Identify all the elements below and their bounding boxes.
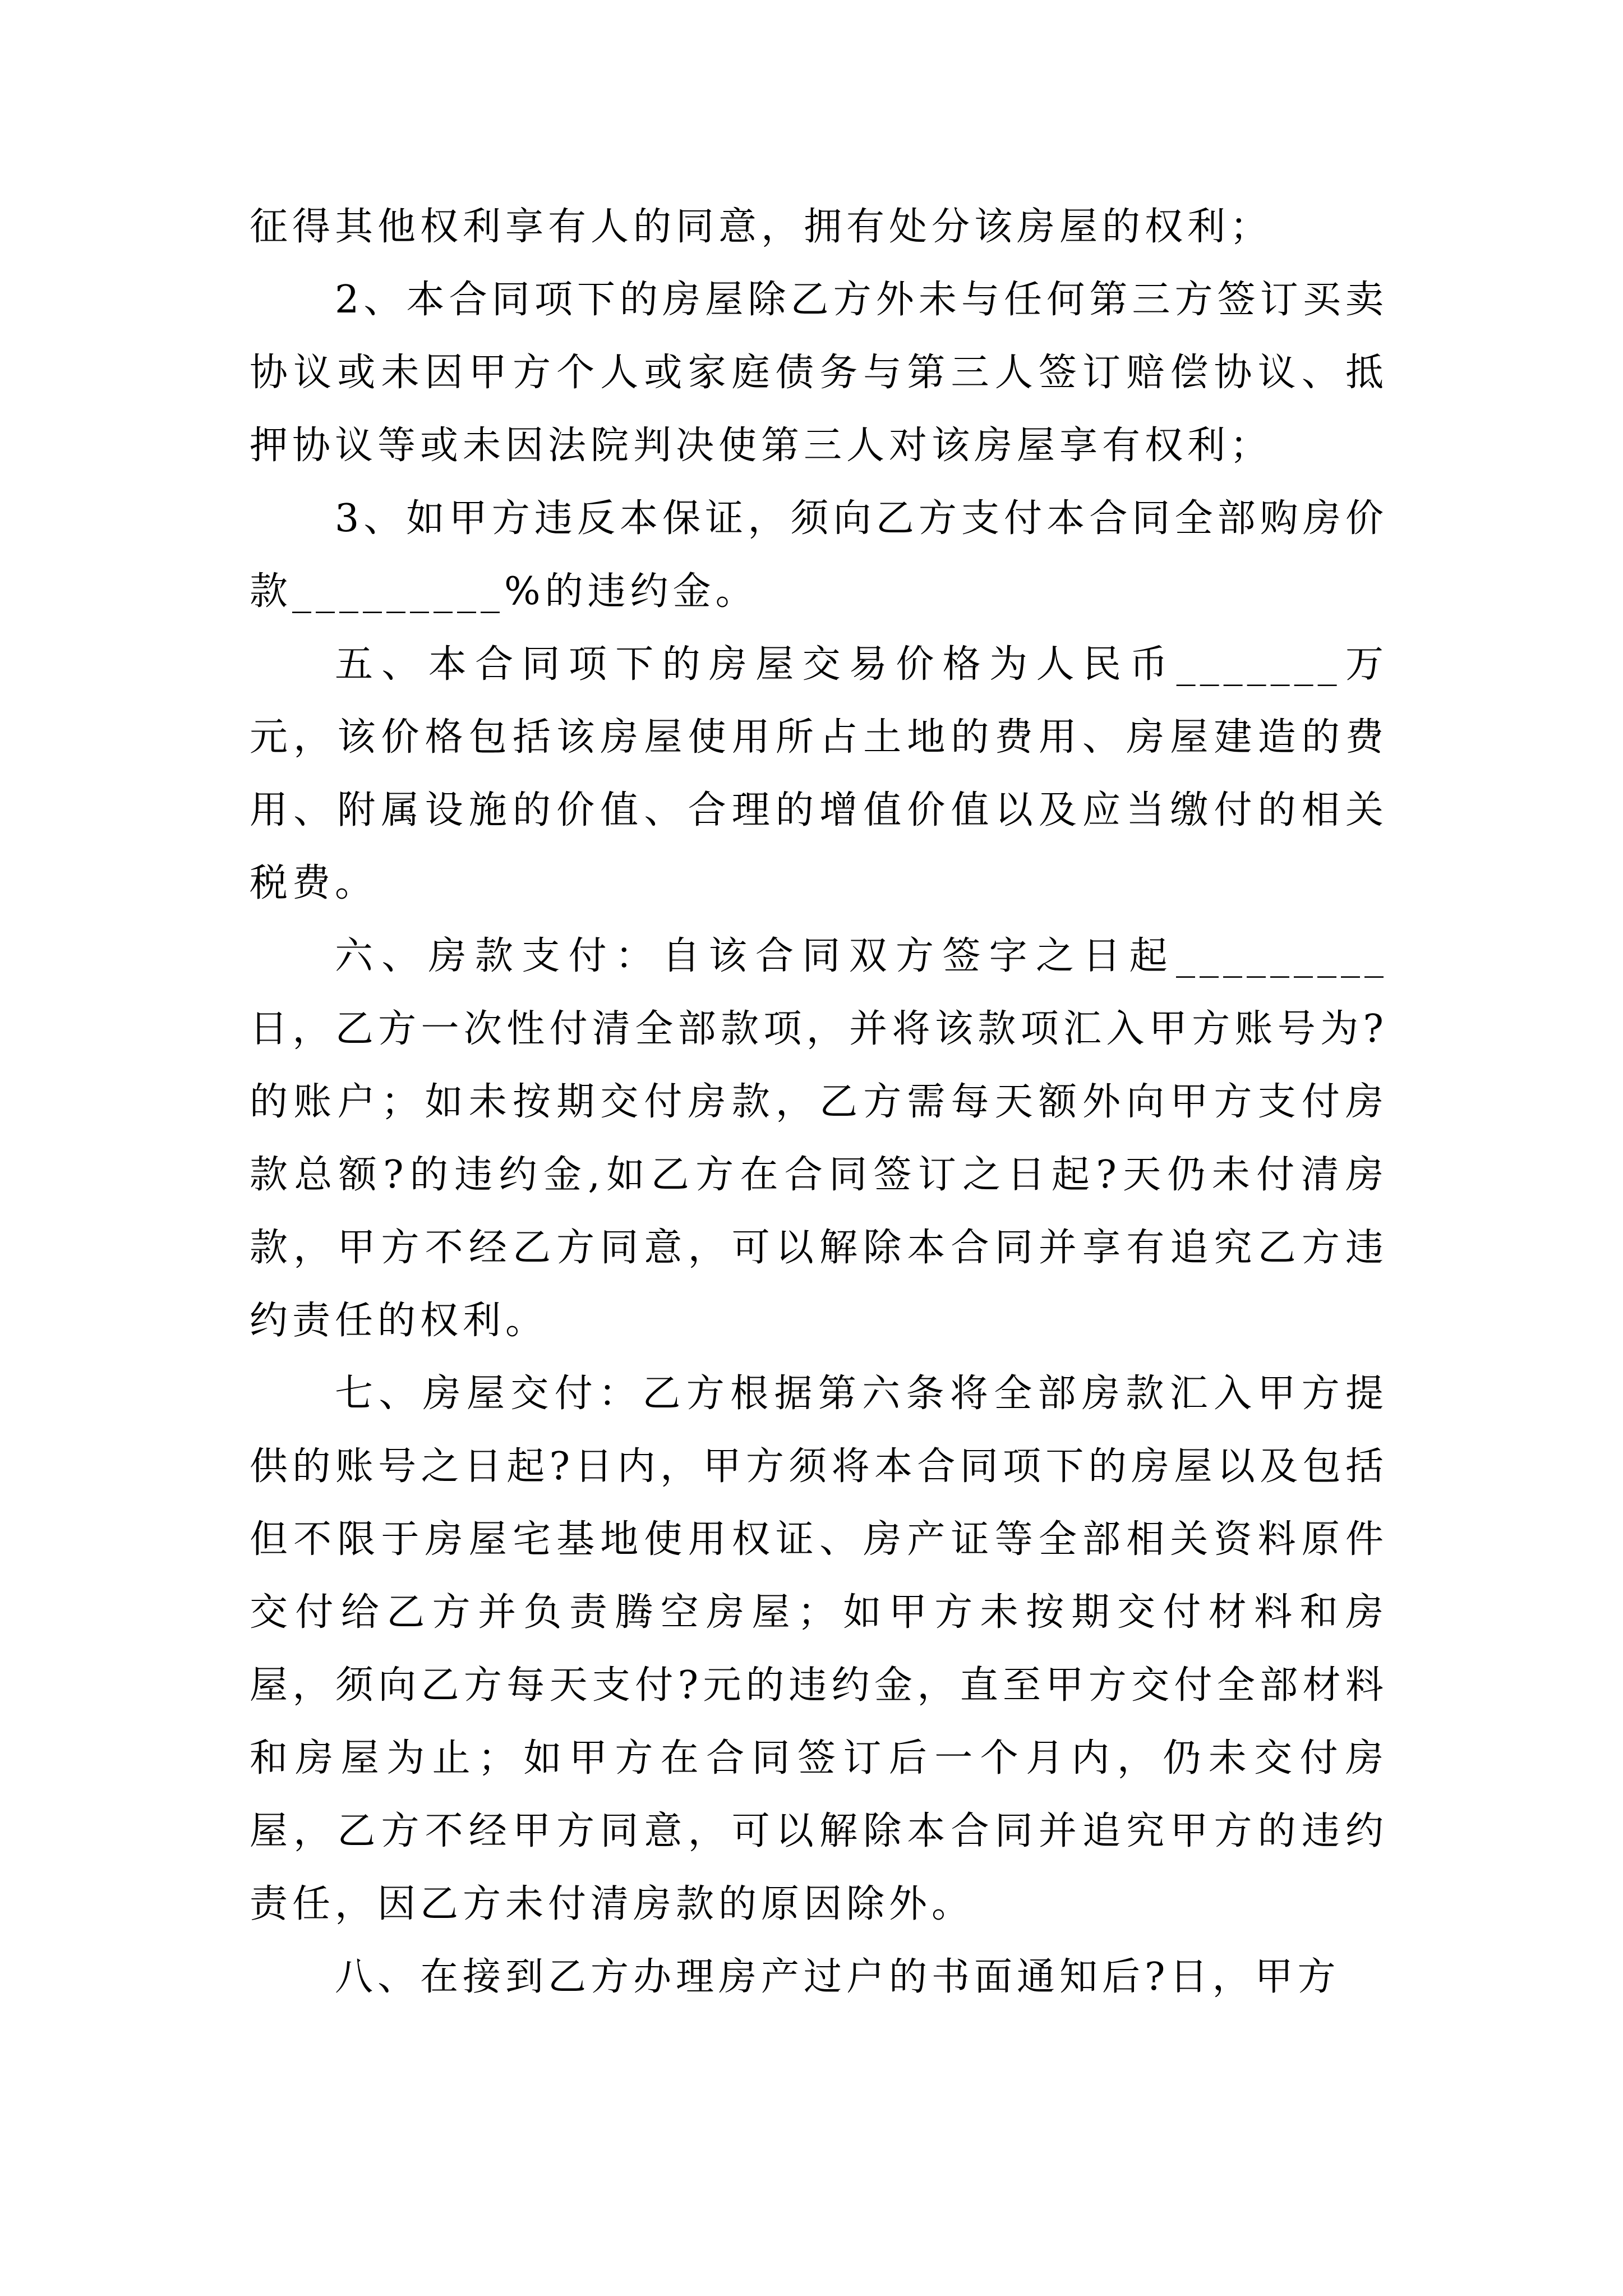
paragraph-6: 七、房屋交付：乙方根据第六条将全部房款汇入甲方提供的账号之日起?日内，甲方须将本合同项下的房屋以及包括但不限于房屋宅基地使用权证、房产证等全部相关资料原件交付给乙方并负责腾空房屋；如甲方未按期交付材料和房屋，须向乙方每天支付?元的违约金，直至甲方交付全部材料和房屋为止；如甲方在合同签订后一个月内，仍未交付房屋，乙方不经甲方同意，可以解除本合同并追究甲方的违约责任，因乙方未付清房款的原因除外。 xyxy=(250,1372,1388,1926)
paragraph-7: 八、在接到乙方办理房产过户的书面通知后?日，甲方 xyxy=(335,1955,1340,1999)
paragraph-2: 2、本合同项下的房屋除乙方外未与任何第三方签订买卖协议或未因甲方个人或家庭债务与第三人签订赔偿协议、抵押协议等或未因法院判决使第三人对该房屋享有权利； xyxy=(250,278,1388,468)
paragraph-4: 五、本合同项下的房屋交易价格为人民币_______万元，该价格包括该房屋使用所占土地的费用、房屋建造的费用、附属设施的价值、合理的增值价值以及应当缴付的相关税费。 xyxy=(250,642,1388,905)
paragraph-1: 征得其他权利享有人的同意，拥有处分该房屋的权利； xyxy=(250,205,1273,249)
document-body xyxy=(250,191,1388,2014)
paragraph-5: 六、房款支付：自该合同双方签字之日起_________日，乙方一次性付清全部款项，并将该款项汇入甲方账号为?的账户；如未按期交付房款，乙方需每天额外向甲方支付房款总额?的违约金,如乙方在合同签订之日起?天仍未付清房款，甲方不经乙方同意，可以解除本合同并享有追究乙方违约责任的权利。 xyxy=(250,934,1388,1343)
paragraph-3: 3、如甲方违反本保证，须向乙方支付本合同全部购房价款_________%的违约金。 xyxy=(250,496,1388,614)
